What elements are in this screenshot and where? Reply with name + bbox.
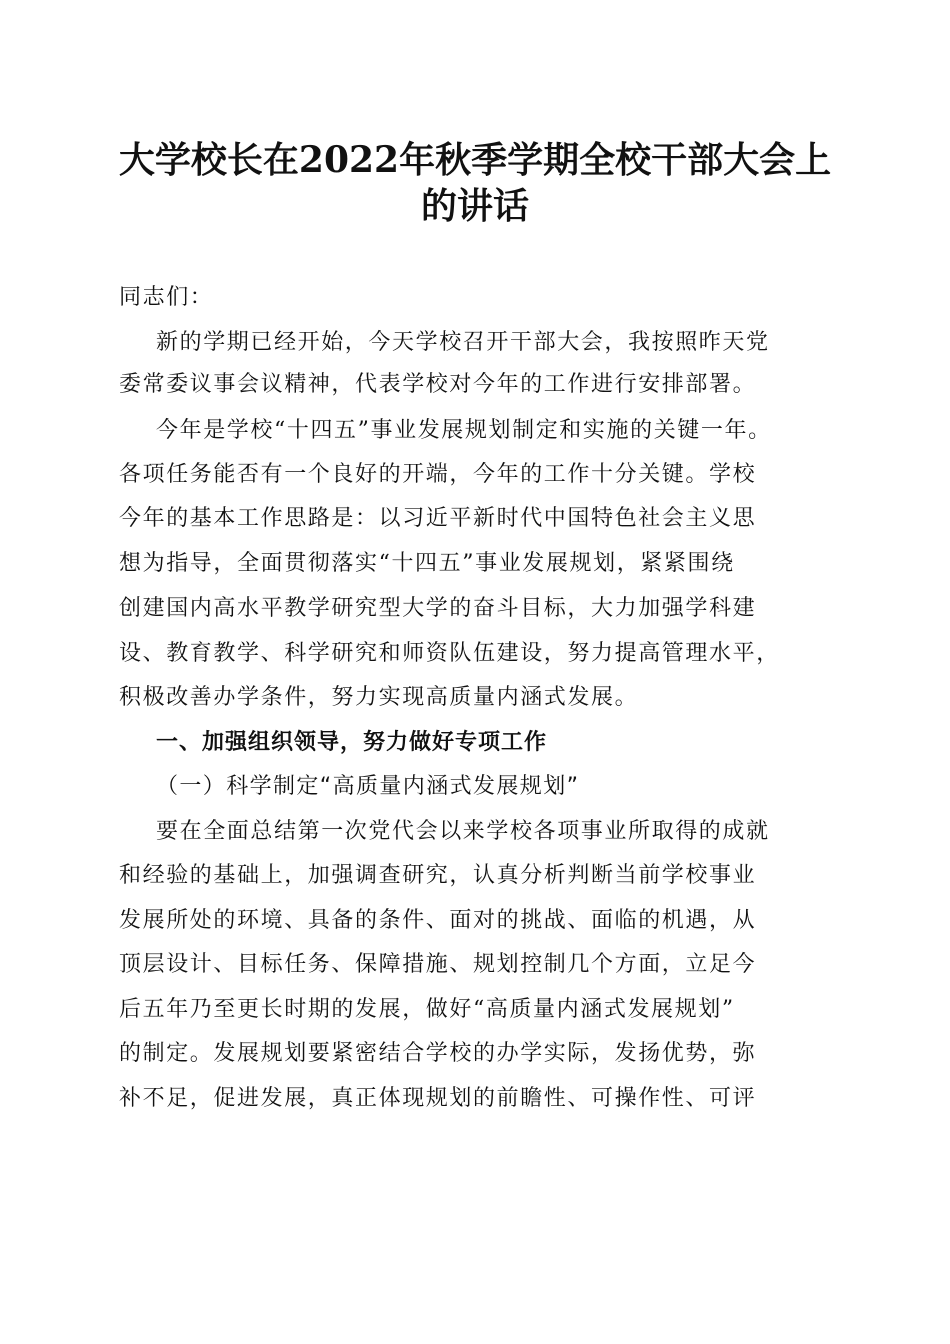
subsection-heading-1: （一）科学制定“高质量内涵式发展规划” [156, 774, 580, 799]
paragraph-2-line-5: 创建国内高水平教学研究型大学的奋斗目标，大力加强学科建 [119, 596, 757, 621]
paragraph-3-line-4: 顶层设计、目标任务、保障措施、规划控制几个方面，立足今 [119, 952, 757, 977]
paragraph-2-line-1: 今年是学校“十四五”事业发展规划制定和实施的关键一年。 [156, 418, 772, 443]
paragraph-2-line-6: 设、教育教学、科学研究和师资队伍建设，努力提高管理水平， [119, 641, 780, 666]
paragraph-3-line-5: 后五年乃至更长时期的发展，做好“高质量内涵式发展规划” [119, 997, 735, 1022]
paragraph-1-line-2: 委常委议事会议精神，代表学校对今年的工作进行安排部署。 [119, 372, 757, 397]
paragraph-3-line-3: 发展所处的环境、具备的条件、面对的挑战、面临的机遇，从 [119, 908, 757, 933]
paragraph-2-line-3: 今年的基本工作思路是：以习近平新时代中国特色社会主义思 [119, 506, 757, 531]
paragraph-3-line-1: 要在全面总结第一次党代会以来学校各项事业所取得的成就 [156, 819, 770, 844]
paragraph-1-line-1: 新的学期已经开始，今天学校召开干部大会，我按照昨天党 [156, 330, 770, 355]
section-heading-1: 一、加强组织领导，努力做好专项工作 [156, 730, 548, 755]
paragraph-3-line-6: 的制定。发展规划要紧密结合学校的办学实际，发扬优势，弥 [119, 1041, 757, 1066]
document-title-line-1: 大学校长在2022年秋季学期全校干部大会上 [118, 139, 832, 181]
paragraph-2-line-4: 想为指导，全面贯彻落实“十四五”事业发展规划，紧紧围绕 [119, 551, 735, 576]
greeting: 同志们： [119, 285, 214, 310]
paragraph-3-line-2: 和经验的基础上，加强调查研究，认真分析判断当前学校事业 [119, 863, 757, 888]
paragraph-2-line-2: 各项任务能否有一个良好的开端，今年的工作十分关键。学校 [119, 462, 757, 487]
document-title-line-2: 的讲话 [420, 185, 529, 227]
paragraph-3-line-7: 补不足，促进发展，真正体现规划的前瞻性、可操作性、可评 [119, 1086, 757, 1111]
paragraph-2-line-7: 积极改善办学条件，努力实现高质量内涵式发展。 [119, 685, 639, 710]
